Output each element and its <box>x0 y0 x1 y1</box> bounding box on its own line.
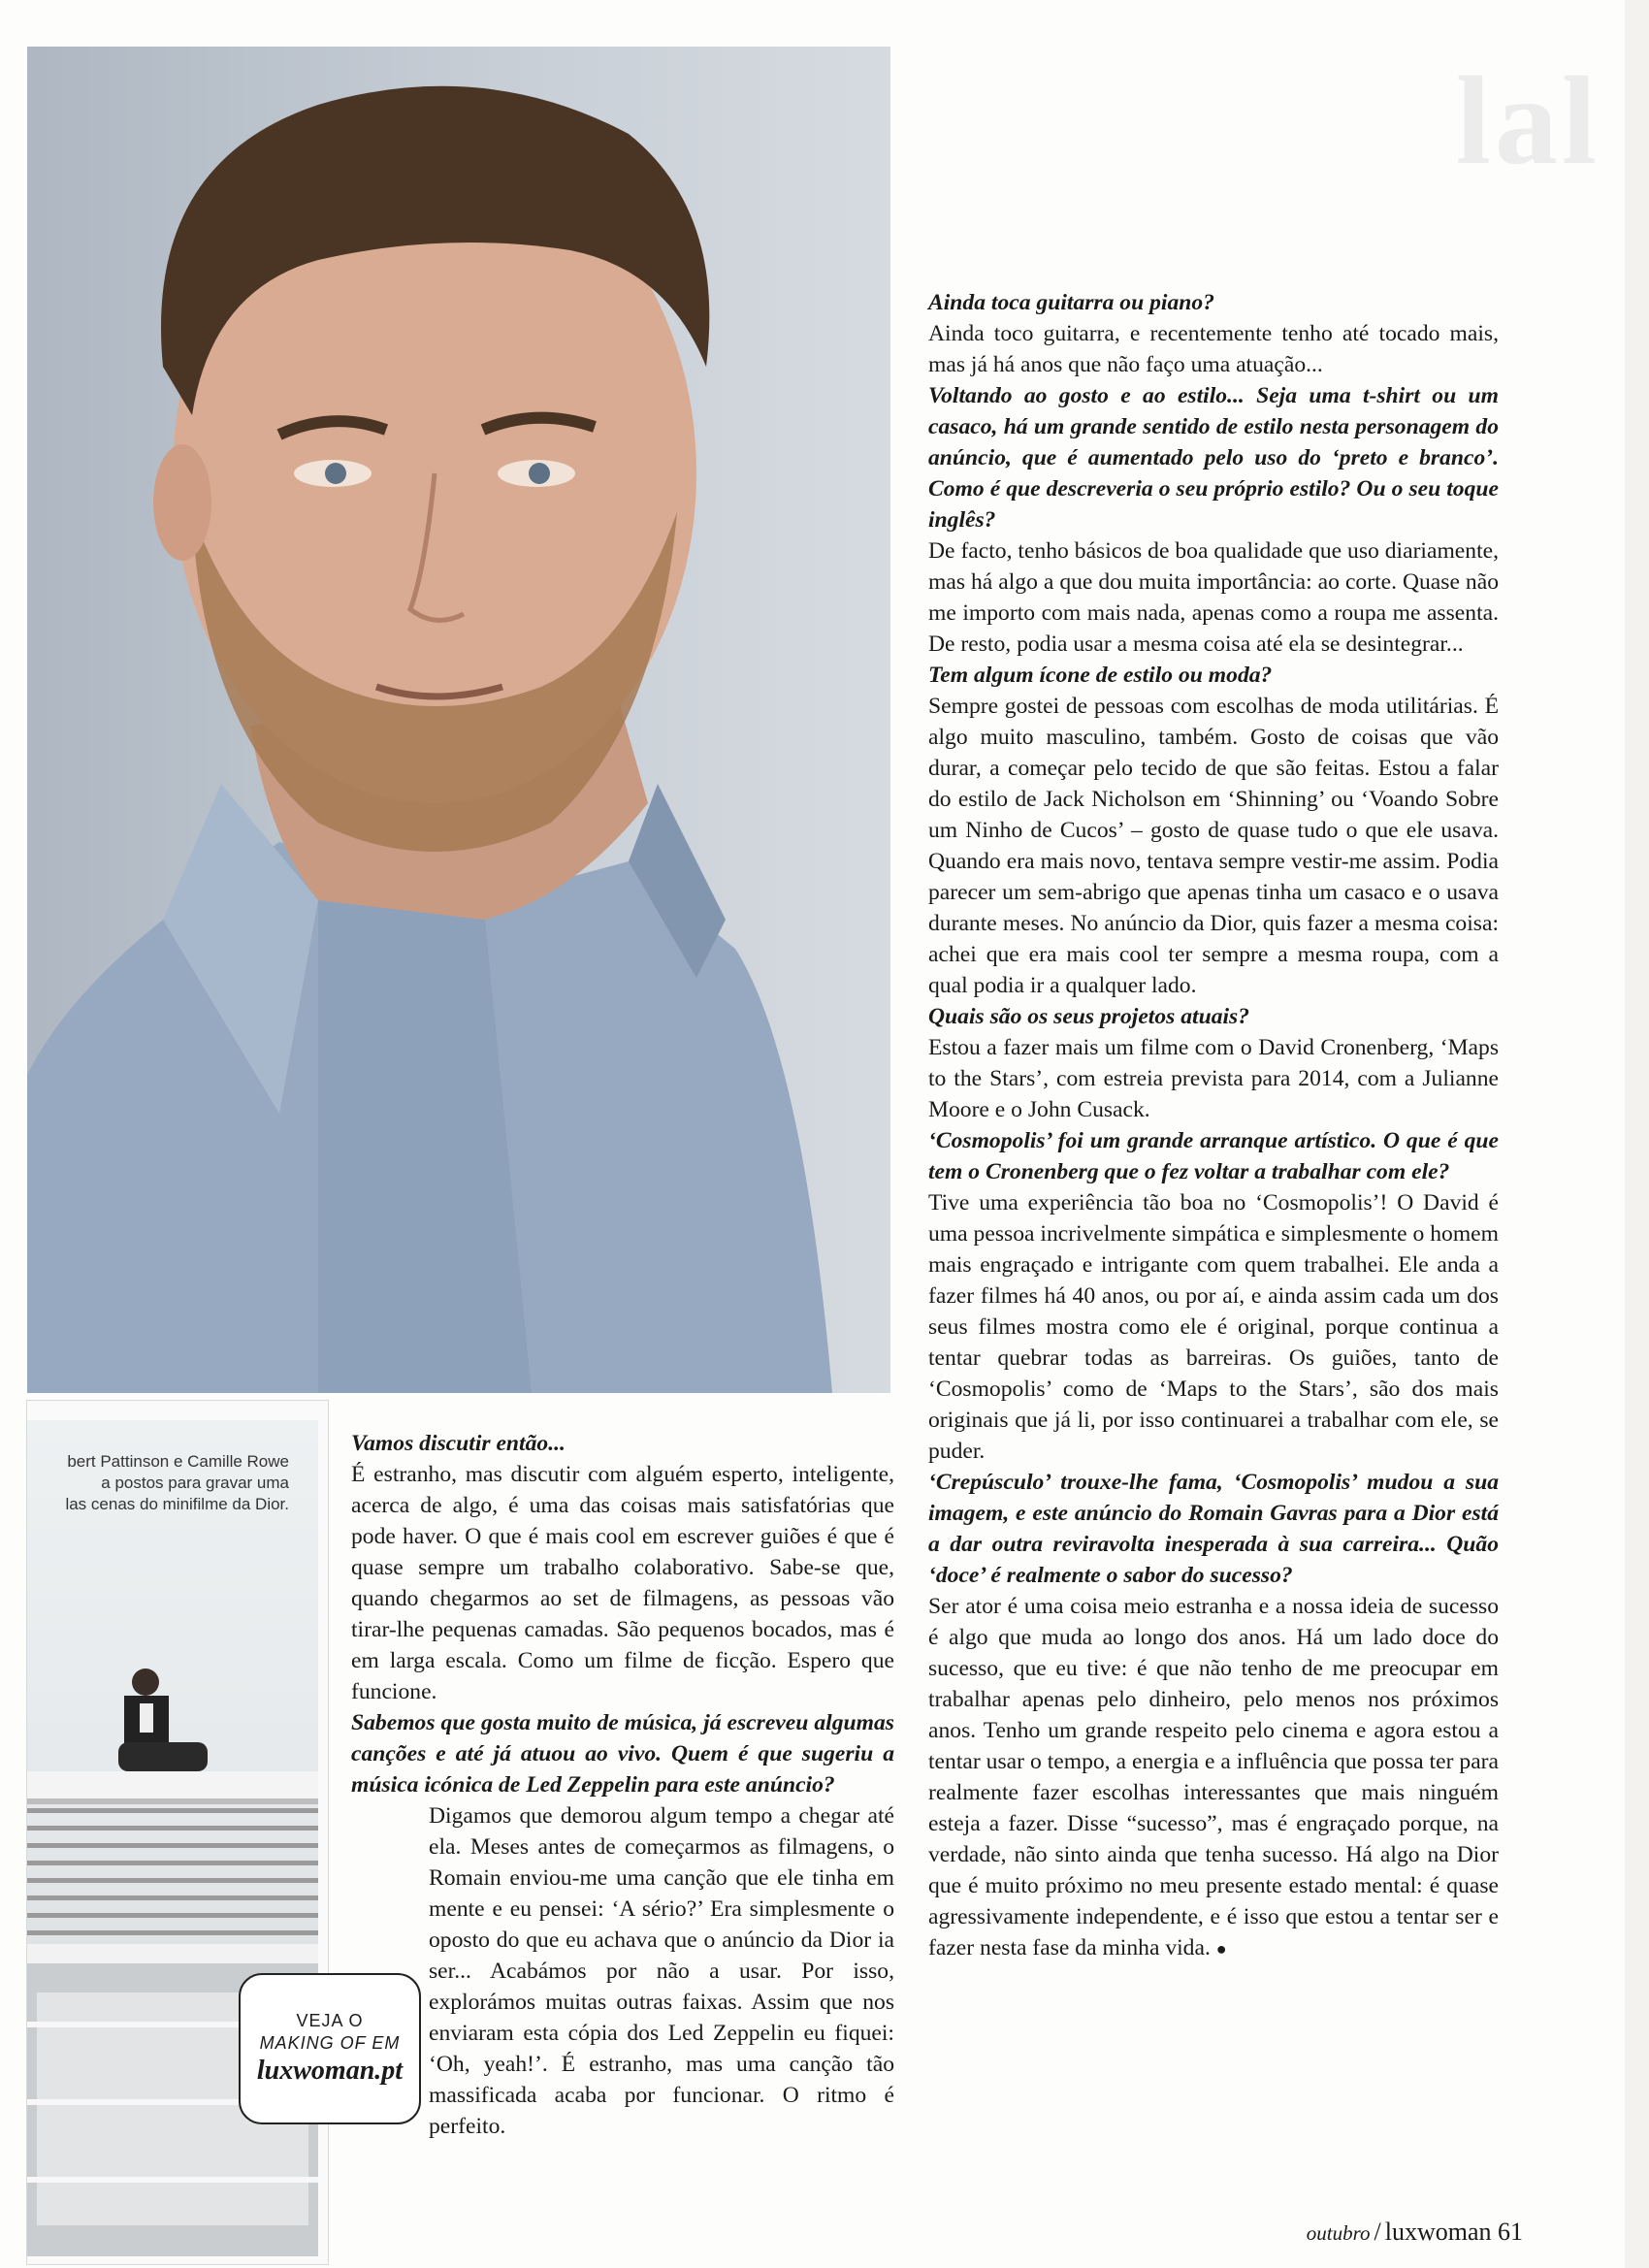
page-footer <box>1307 2218 1523 2247</box>
end-bullet: ● <box>1215 1939 1227 1959</box>
caption-line: a postos para gravar uma <box>101 1474 289 1492</box>
caption-line: las cenas do minifilme da Dior. <box>65 1495 289 1513</box>
badge-line-2: MAKING OF EM <box>259 2033 401 2053</box>
question: Quais são os seus projetos atuais? <box>928 1004 1250 1029</box>
question: Voltando ao gosto e ao estilo... Seja uma t-shirt ou um casaco, há um grande sentido de estilo nesta personagem do anúncio, que é aumentado pelo uso do ‘preto e branco’. Como é que descreveria o seu próprio estilo? Ou o seu toque inglês? <box>928 383 1499 533</box>
question: ‘Cosmopolis’ foi um grande arranque artístico. O que é que tem o Cronenberg que o fez voltar a trabalhar com ele? <box>928 1128 1499 1184</box>
question: Tem algum ícone de estilo ou moda? <box>928 663 1273 688</box>
question: ‘Crepúsculo’ trouxe-lhe fama, ‘Cosmopolis’ mudou a sua imagem, e este anúncio do Romain Gavras para a Dior está a dar outra reviravolta inesperada à sua carreira... Quão ‘doce’ é realmente o sabor do sucesso? <box>928 1470 1499 1588</box>
badge-line-1: VEJA O <box>296 2011 364 2030</box>
making-of-badge[interactable] <box>239 1973 421 2124</box>
footer-separator: / <box>1374 2218 1381 2246</box>
portrait-illustration <box>27 47 890 1393</box>
inset-photo <box>27 1420 318 2256</box>
article-right-column <box>928 287 1499 1964</box>
answer: De facto, tenho básicos de boa qualidade que uso diariamente, mas há algo a que dou muita importância: ao corte. Quase não me importo com mais nada, apenas como a roupa me assenta. De resto, podia usar a mesma coisa até ela se desintegrar... <box>928 538 1499 657</box>
badge-link[interactable]: luxwoman.pt <box>256 2056 404 2086</box>
answer: Tive uma experiência tão boa no ‘Cosmopolis’! O David é uma pessoa incrivelmente simpática e simplesmente o homem mais engraçado e intrigante com quem trabalhei. Ele anda a fazer filmes há 40 anos, ou por aí, e ainda assim cada um dos seus filmes mostra como ele é original, porque continua a tentar quebrar todas as barreiras. Os guiões, tanto de ‘Cosmopolis’ como de ‘Maps to the Stars’, são dos mais originais que já li, por isso continuarei a trabalhar com ele, se puder. <box>928 1190 1499 1464</box>
answer: Estou a fazer mais um filme com o David Cronenberg, ‘Maps to the Stars’, com estreia prevista para 2014, com a Julianne Moore e o John Cusack. <box>928 1035 1499 1122</box>
answer: É estranho, mas discutir com alguém esperto, inteligente, acerca de algo, é uma das coisas mais satisfatórias que pode haver. O que é mais cool em escrever guiões é que é quase sempre um trabalho colaborativo. Sabe-se que, quando chegarmos ao set de filmagens, as pessoas vão tirar-lhe pequenas camadas. São pequenos bocados, mas é em larga escala. Como um filme de ficção. Espero que funcione. <box>351 1462 894 1704</box>
bleed-through-text: lal <box>1455 51 1600 191</box>
photo-caption <box>27 1451 289 1515</box>
page-edge <box>1625 0 1649 2268</box>
portrait-photo <box>27 47 890 1393</box>
answer: Digamos que demorou algum tempo a chegar até ela. Meses antes de começarmos as filmagens, o Romain enviou-me uma canção que ele tinha em mente e eu pensei: ‘A sério?’ Era simplesmente o oposto do que eu achava que o anúncio da Dior ia ser... Acabámos por não a usar. Por isso, explorámos muitas outras faixas. Assim que nos enviaram esta cópia dos Led Zeppelin eu fiquei: ‘Oh, yeah!’. É estranho, mas uma canção tão massificada acaba por funcionar. O ritmo é perfeito. <box>429 1803 894 2139</box>
answer: Sempre gostei de pessoas com escolhas de moda utilitárias. É algo muito masculino, também. Gosto de coisas que vão durar, a começar pelo tecido de que são feitas. Estou a falar do estilo de Jack Nicholson em ‘Shinning’ ou ‘Voando Sobre um Ninho de Cucos’ – gosto de quase tudo o que ele usava. Quando era mais novo, tentava sempre vestir-me assim. Podia parecer um sem-abrigo que apenas tinha um casaco e o usava durante meses. No anúncio da Dior, quis fazer a mesma coisa: achei que era mais cool ter sempre a mesma roupa, com a qual podia ir a qualquer lado. <box>928 694 1499 998</box>
page-number: 61 <box>1498 2218 1523 2246</box>
article-left-column <box>351 1428 894 2142</box>
inset-illustration <box>27 1420 318 2256</box>
caption-line: bert Pattinson e Camille Rowe <box>67 1452 289 1471</box>
question: Sabemos que gosta muito de música, já escreveu algumas canções e até já atuou ao vivo. Quem é que sugeriu a música icónica de Led Zeppelin para este anúncio? <box>351 1710 894 1798</box>
inset-photo-frame <box>27 1401 328 2264</box>
question: Ainda toca guitarra ou piano? <box>928 290 1214 315</box>
answer: Ainda toco guitarra, e recentemente tenho até tocado mais, mas já há anos que não faço uma atuação... <box>928 321 1499 377</box>
answer <box>928 1591 1499 1964</box>
footer-month: outubro <box>1306 2221 1371 2245</box>
answer-text: Ser ator é uma coisa meio estranha e a nossa ideia de sucesso é algo que muda ao longo dos anos. Há um lado doce do sucesso, que eu tive: é que não tenho de me preocupar em trabalhar apenas pelo dinheiro, pelo menos nos próximos anos. Tenho um grande respeito pelo cinema e agora estou a tentar usar o tempo, a energia e a influência que possa ter para realmente fazer escolhas interessantes que mais ninguém esteja a fazer. Disse “sucesso”, mas é engraçado porque, na verdade, não sinto ainda que tenha sucesso. Há algo na Dior que é muito próximo no meu presente estado mental: é quase agressivamente independente, e é isso que estou a tentar ser e fazer nesta fase da minha vida. <box>928 1594 1499 1960</box>
footer-magazine: luxwoman <box>1384 2218 1492 2246</box>
question: Vamos discutir então... <box>351 1431 566 1456</box>
